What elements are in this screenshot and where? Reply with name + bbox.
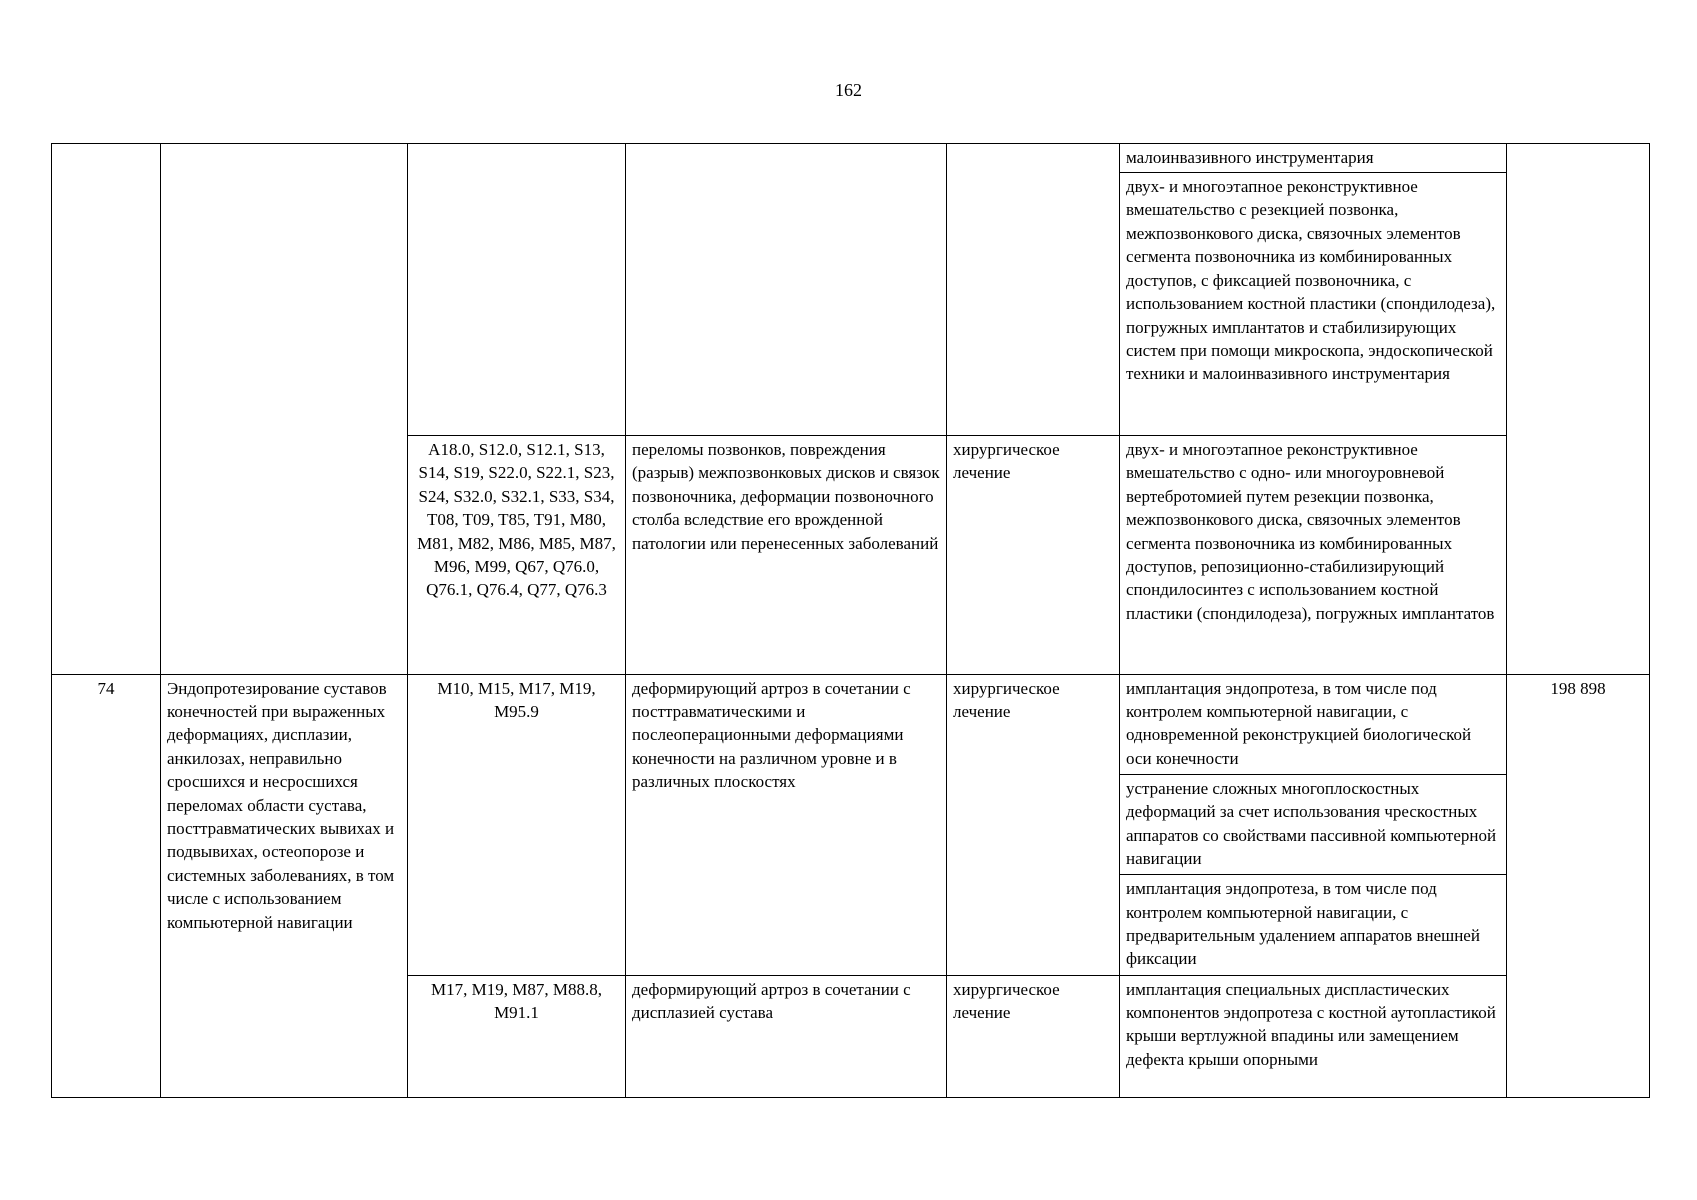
codes-cell: M17, M19, M87, M88.8, M91.1 [408,975,626,1097]
treatment-cell: хирургическое лечение [947,435,1120,674]
table-row [52,144,1650,173]
cost-cell [1507,144,1650,675]
method-cell: двух- и многоэтапное реконструктивное вмешательство с одно- или многоуровневой вертебротомией путем резекции позвонка, межпозвонкового диска, связочных элементов сегмента позвоночника из комбинированных доступов, репозиционно-стабилизирующий спондилосинтез с использованием костной пластики (спондилодеза), погружных имплантатов [1120,435,1507,674]
procedures-table [51,143,1650,1098]
number-cell [52,144,161,675]
codes-cell: M10, M15, M17, M19, M95.9 [408,674,626,975]
name-cell: Эндопротезирование суставов конечностей при выраженных деформациях, дисплазии, анкилозах, неправильно сросшихся и несросшихся переломах области сустава, посттравматических вывихах и подвывихах, остеопорозе и системных заболеваниях, в том числе с использованием компьютерной навигации [161,674,408,1097]
method-cell: двух- и многоэтапное реконструктивное вмешательство с резекцией позвонка, межпозвонкового диска, связочных элементов сегмента позвоночника из комбинированных доступов, с фиксацией позвоночника, с использованием костной пластики (спондилодеза), погружных имплантатов и стабилизирующих систем при помощи микроскопа, эндоскопической техники и малоинвазивного инструментария [1120,173,1507,436]
cost-cell: 198 898 [1507,674,1650,1097]
table-row [52,674,1650,774]
diagnosis-cell: деформирующий артроз в сочетании с дисплазией сустава [626,975,947,1097]
number-cell: 74 [52,674,161,1097]
treatment-cell [947,144,1120,436]
name-cell [161,144,408,675]
method-cell: малоинвазивного инструментария [1120,144,1507,173]
treatment-cell: хирургическое лечение [947,975,1120,1097]
codes-cell [408,144,626,436]
method-cell: имплантация эндопротеза, в том числе под контролем компьютерной навигации, с предварительным удалением аппаратов внешней фиксации [1120,875,1507,975]
method-cell: устранение сложных многоплоскостных деформаций за счет использования чрескостных аппаратов со свойствами пассивной компьютерной навигации [1120,774,1507,874]
treatment-cell: хирургическое лечение [947,674,1120,975]
method-cell: имплантация специальных диспластических компонентов эндопротеза с костной аутопластикой крыши вертлужной впадины или замещением дефекта крыши опорными [1120,975,1507,1097]
diagnosis-cell [626,144,947,436]
diagnosis-cell: переломы позвонков, повреждения (разрыв) межпозвонковых дисков и связок позвоночника, деформации позвоночного столба вследствие его врожденной патологии или перенесенных заболеваний [626,435,947,674]
method-cell: имплантация эндопротеза, в том числе под контролем компьютерной навигации, с одновременной реконструкцией биологической оси конечности [1120,674,1507,774]
page-number: 162 [835,80,862,100]
diagnosis-cell: деформирующий артроз в сочетании с посттравматическими и послеоперационными деформациями конечности на различном уровне и в различных плоскостях [626,674,947,975]
codes-cell: A18.0, S12.0, S12.1, S13, S14, S19, S22.0, S22.1, S23, S24, S32.0, S32.1, S33, S34, T08, T09, T85, T91, M80, M81, M82, M86, M85, M87, M96, M99, Q67, Q76.0, Q76.1, Q76.4, Q77, Q76.3 [408,435,626,674]
